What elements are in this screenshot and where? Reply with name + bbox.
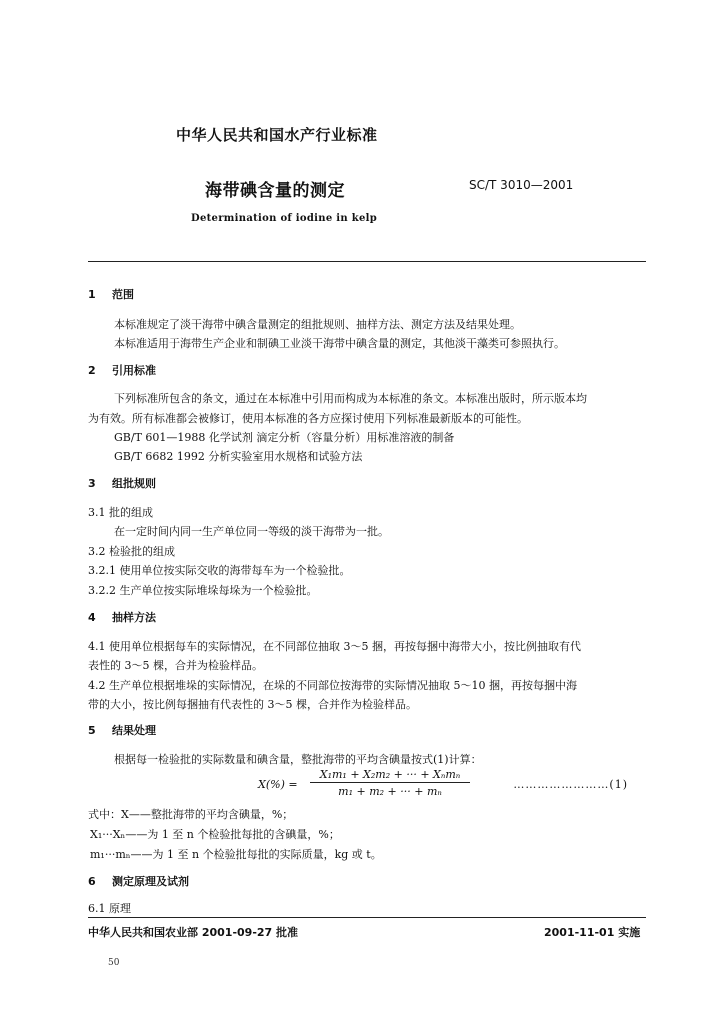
clause-4-1-line-2: 表性的 3～5 棵，合并为检验样品。	[88, 659, 263, 672]
section-3-heading: 3 组批规则	[88, 477, 156, 490]
formula-numerator: X₁m₁ + X₂m₂ + ··· + Xₙmₙ	[310, 768, 470, 783]
document-title: 海带碘含量的测定	[205, 181, 345, 201]
formula-1	[258, 768, 628, 802]
english-title: Determination of iodine in kelp	[191, 213, 378, 224]
section-2-para-line-2: 为有效。所有标准都会被修订，使用本标准的各方应探讨使用下列标准最新版本的可能性。	[88, 412, 528, 425]
clause-6-1: 6.1 原理	[88, 902, 131, 915]
clause-3-1: 3.1 批的组成	[88, 506, 153, 519]
standard-header: 中华人民共和国水产行业标准	[176, 126, 378, 144]
section-6-heading: 6 测定原理及试剂	[88, 875, 189, 888]
footer-rule	[88, 917, 646, 918]
clause-4-2-line-1: 4.2 生产单位根据堆垛的实际情况，在垛的不同部位按海带的实际情况抽取 5～10 捆，再按每捆中海	[88, 679, 577, 692]
section-5-heading: 5 结果处理	[88, 724, 156, 737]
where-line-1: 式中：X——整批海带的平均含碘量，%；	[88, 808, 294, 821]
section-1-heading: 1 范围	[88, 288, 134, 301]
where-line-2: X₁···Xₙ——为 1 至 n 个检验批每批的含碘量，%；	[90, 828, 340, 841]
formula-denominator: m₁ + m₂ + ··· + mₙ	[338, 785, 442, 798]
section-4-heading: 4 抽样方法	[88, 611, 156, 624]
section-2-heading: 2 引用标准	[88, 364, 156, 377]
section-5-para: 根据每一检验批的实际数量和碘含量，整批海带的平均含碘量按式(1)计算：	[114, 753, 482, 766]
clause-3-2-2: 3.2.2 生产单位按实际堆垛每垛为一个检验批。	[88, 584, 318, 597]
formula-lhs: X(%) =	[258, 778, 298, 791]
approval-line: 中华人民共和国农业部 2001-09-27 批准	[88, 926, 299, 939]
section-1-para-2: 本标准适用于海带生产企业和制碘工业淡干海带中碘含量的测定，其他淡干藻类可参照执行。	[114, 337, 565, 350]
standard-code: SC/T 3010—2001	[469, 178, 574, 192]
clause-4-2-line-2: 带的大小，按比例每捆抽有代表性的 3～5 棵，合并作为检验样品。	[88, 698, 417, 711]
implementation-date: 2001-11-01 实施	[544, 926, 641, 939]
clause-4-1-line-1: 4.1 使用单位根据每车的实际情况，在不同部位抽取 3～5 捆，再按每捆中海带大小，按比例抽取有代	[88, 640, 581, 653]
clause-3-1-text: 在一定时间内同一生产单位同一等级的淡干海带为一批。	[114, 525, 389, 538]
page-number: 50	[108, 958, 120, 968]
clause-3-2: 3.2 检验批的组成	[88, 545, 175, 558]
clause-3-2-1: 3.2.1 使用单位按实际交收的海带每车为一个检验批。	[88, 564, 351, 577]
section-2-para-line-1: 下列标准所包含的条文，通过在本标准中引用而构成为本标准的条文。本标准出版时，所示版本均	[114, 392, 587, 405]
header-rule	[88, 261, 646, 262]
formula-fraction	[310, 768, 470, 798]
equation-number: ……………………(1)	[513, 778, 628, 791]
reference-1: GB/T 601—1988 化学试剂 滴定分析（容量分析）用标准溶液的制备	[114, 431, 455, 444]
section-1-para-1: 本标准规定了淡干海带中碘含量测定的组批规则、抽样方法、测定方法及结果处理。	[114, 318, 521, 331]
where-line-3: m₁···mₙ——为 1 至 n 个检验批每批的实际质量，kg 或 t。	[90, 848, 382, 861]
reference-2: GB/T 6682 1992 分析实验室用水规格和试验方法	[114, 450, 363, 463]
